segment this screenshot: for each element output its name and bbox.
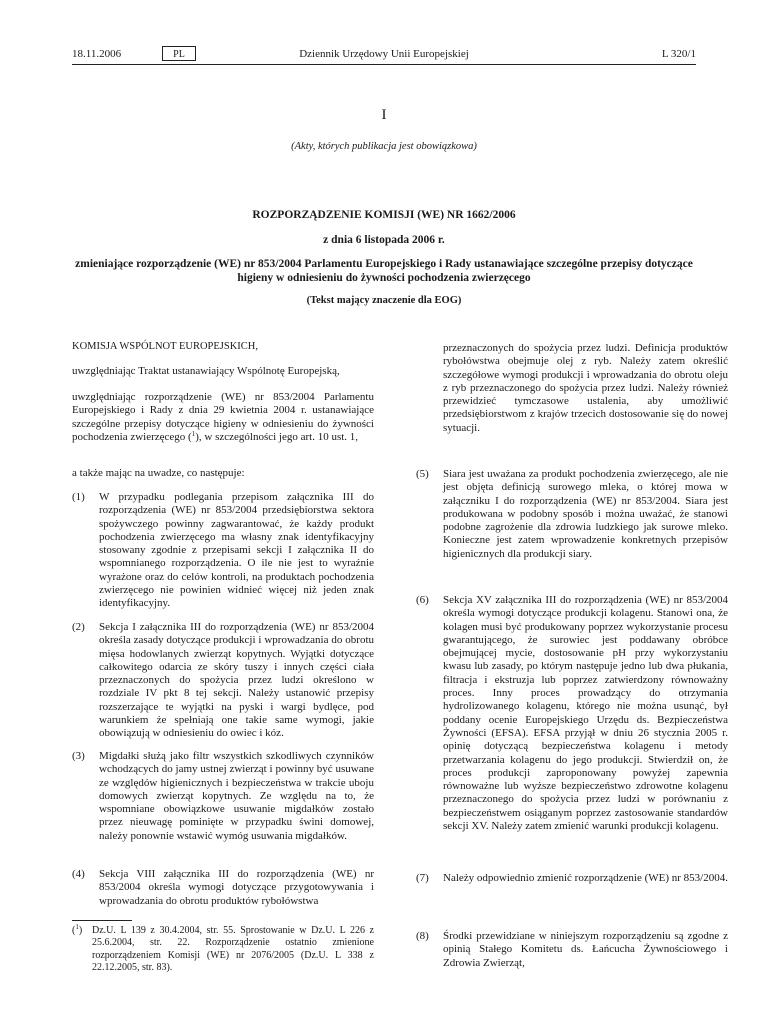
recital-text: Należy odpowiednio zmienić rozporządzenie (WE) nr 853/2004.	[443, 872, 728, 884]
recital-text: Sekcja I załącznika III do rozporządzenia (WE) nr 853/2004 określa zasady dotyczące produkcji i wprowadzania do obrotu mięsa hodowlanych zwierząt kopytnych. Wyjątki dotyczące całkowitego odarcia ze skóry tuszy i innych części ciała przeznaczonych do spożycia przez ludzi określono w rozdziale IV pkt 8 tej sekcji. Należy ustanowić przepisy rozszerzające te wyjątki na pyski i wargi bydlęce, pod warunkiem że spełniają one takie same wymogi, jakie obowiązują w odniesieniu do owiec i kóz.	[99, 621, 374, 740]
recital-text: Sekcja VIII załącznika III do rozporządzenia (WE) nr 853/2004 określa wymogi dotyczące przygotowywania i wprowadzania do obrotu produktów rybołówstwa	[99, 868, 374, 907]
acts-note: (Akty, których publikacja jest obowiązkowa)	[291, 141, 477, 152]
preamble-commission: KOMISJA WSPÓLNOT EUROPEJSKICH,	[72, 341, 259, 352]
recital-number: (1)	[72, 491, 85, 503]
preamble-treaty: uwzględniając Traktat ustanawiający Wspólnotę Europejską,	[72, 365, 340, 377]
recital-text: Sekcja XV załącznika III do rozporządzenia (WE) nr 853/2004 określa wymogi dotyczące produkcji kolagenu. Stanowi ona, że kolagen musi być produkowany poprzez wykorzystanie procesu gwarantującego, że surowiec jest poddawany obróbce obejmującej mycie, dostosowanie pH przy wykorzystaniu kwasu lub zasady, po którym następuje jedno lub dwa płukania, filtracja i ekstruzja lub poprzez zatwierdzony równoważny proces. Inny proces prowadzący do otrzymania hydrolizowanego kolagenu, którego nie można usunąć, był poddany ocenie Europejskiego Urzędu ds. Bezpieczeństwa Żywności (EFSA). EFSA przyjął w dniu 26 stycznia 2005 r. opinię dotyczącą bezpieczeństwa kolagenu i metody przetwarzania kolagenu do jego produkcji. Stwierdził on, że proces produkcji zaproponowany powyżej zapewnia równoważne lub wyższe bezpieczeństwo zdrowotne kolagenu przeznaczonego do spożycia przez ludzi w porównaniu z bezpieczeństwem osiąganym poprzez zastosowanie standardów sekcji XV. Należy zatem zmienić warunki produkcji kolagenu.	[443, 594, 728, 833]
series-label: I	[381, 107, 387, 123]
publication-date: 18.11.2006	[72, 48, 122, 60]
recital-text: Środki przewidziane w niniejszym rozporządzeniu są zgodne z opinią Stałego Komitetu ds. Łańcucha Żywnościowego i Zdrowia Zwierząt,	[443, 930, 728, 969]
regulation-title: ROZPORZĄDZENIE KOMISJI (WE) NR 1662/2006	[252, 209, 516, 221]
regulation-date: z dnia 6 listopada 2006 r.	[323, 234, 445, 246]
recital-text: W przypadku podlegania przepisom załącznika III do rozporządzenia (WE) nr 853/2004 przedsiębiorstwa sektora spożywczego powinny zagwarantować, że każdy produkt pochodzenia zwierzęcego ma własny znak identyfikacyjny stosowany zgodnie z przepisami sekcji I załącznika II do wspomnianego rozporządzenia. O ile nie jest to wyraźnie wyrażone oraz do celów kontroli, na produktach pochodzenia zwierzęcego nie powinien widnieć więcej niż jeden znak identyfikacyjny.	[99, 491, 374, 610]
eea-relevance-note: (Tekst mający znaczenie dla EOG)	[306, 295, 462, 306]
footnote-text: Dz.U. L 139 z 30.4.2004, str. 55. Sprostowanie w Dz.U. L 226 z 25.6.2004, str. 22. Rozporządzenie ostatnio zmienione rozporządzeniem Komisji (WE) nr 2076/2005 (Dz.U. L 338 z 22.12.2005, str. 83).	[92, 925, 374, 974]
recital-number: (8)	[416, 930, 429, 942]
recital-number: (6)	[416, 594, 429, 606]
recital-text: Siara jest uważana za produkt pochodzenia zwierzęcego, ale nie jest objęta definicją surowego mleka, o której mowa w załączniku I do rozporządzenia (WE) nr 853/2004. Siara jest produkowana w podobny sposób i można uważać, że stanowi podobne zagrożenie dla zdrowia ludzkiego jak surowe mleko. Konieczne jest zatem wprowadzenie konkretnych przepisów higienicznych dla produkcji siary.	[443, 468, 728, 560]
footnote-marker: 1	[191, 429, 196, 438]
preamble-text: uwzględniając rozporządzenie (WE) nr 853/2004 Parlamentu Europejskiego i Rady z dnia 29 kwietnia 2004 r. ustanawiające szczególne przepisy dotyczące higieny w odniesieniu do żywności pochodzenia zwierzęcego (	[72, 391, 374, 443]
recital-text: Migdałki służą jako filtr wszystkich szkodliwych czynników wchodzących do jamy ustnej zwierząt i powinny być usuwane ze względów higienicznych i bezpieczeństwa w trakcie uboju domowych zwierząt kopytnych. Ze względu na to, że wspomniane obowiązkowe usuwanie migdałków zostało przez nieuwagę pominięte w przypadku świni domowej, należy ponownie wstawić wymóg usuwania migdałków.	[99, 750, 374, 842]
recital-number: (5)	[416, 468, 429, 480]
preamble-whereas: a także mając na uwadze, co następuje:	[72, 467, 245, 479]
journal-title: Dziennik Urzędowy Unii Europejskiej	[299, 48, 469, 60]
right-column	[416, 340, 728, 1000]
preamble-regulation-reference	[72, 391, 374, 444]
left-column	[72, 340, 374, 907]
footnote-divider	[72, 920, 132, 921]
recital-number: (4)	[72, 868, 85, 880]
recital-number: (3)	[72, 750, 85, 762]
footnote-number: ($^1$)	[72, 923, 83, 936]
preamble-text-cont: ), w szczególności jego art. 10 ust. 1,	[195, 430, 359, 443]
recital-number: (2)	[72, 621, 85, 633]
recital-text: przeznaczonych do spożycia przez ludzi. Definicja produktów rybołówstwa obejmuje olej z ryb. Należy zatem określić szczegółowe wymogi produkcji i wprowadzania do obrotu oleju z ryb przeznaczonego do spożycia przez ludzi. Należy również przewidzieć tymczasowe ustalenia, aby umożliwić przedsiębiorstwom z krajów trzecich dostosowanie się do nowej sytuacji.	[443, 342, 728, 434]
page-reference: L 320/1	[661, 48, 696, 60]
recital-number: (7)	[416, 872, 429, 884]
language-badge: PL	[162, 46, 196, 61]
regulation-subject: zmieniające rozporządzenie (WE) nr 853/2004 Parlamentu Europejskiego i Rady ustanawiające szczególne przepisy dotyczące higieny w odniesieniu do żywności pochodzenia zwierzęcego	[75, 258, 693, 284]
header-divider	[72, 64, 696, 65]
